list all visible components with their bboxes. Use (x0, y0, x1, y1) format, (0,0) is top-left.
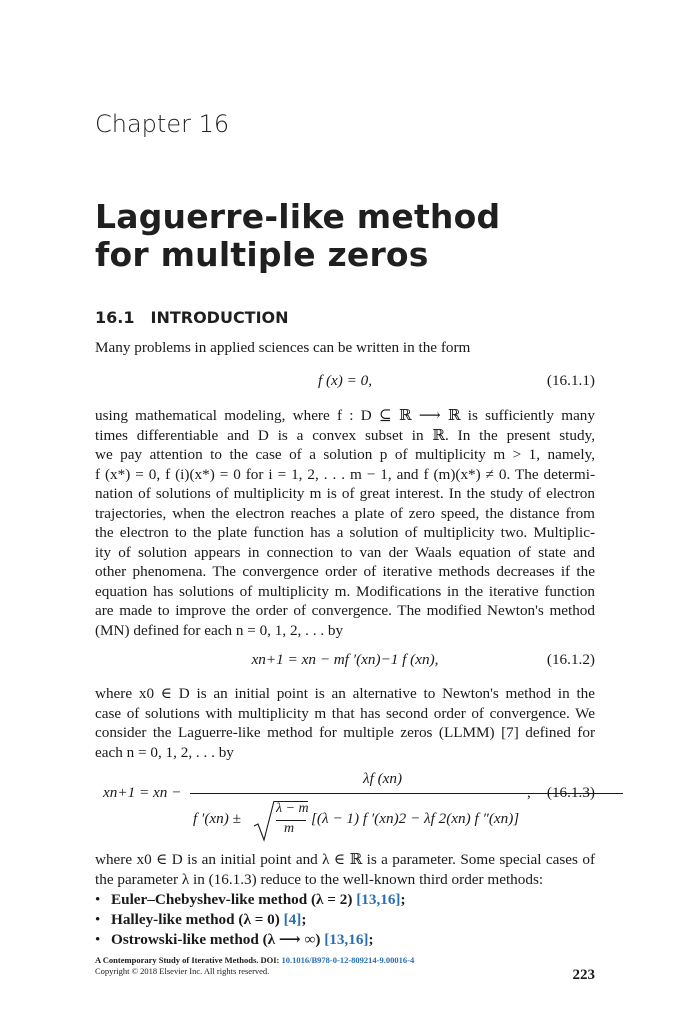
text-line: trajectories, when the electron reaches a plate of zero speed, the distance from (95, 504, 595, 522)
paragraph-4 (95, 850, 595, 889)
footer-doi-label: DOI: (260, 955, 280, 965)
text-line: (MN) defined for each n = 0, 1, 2, . . . by (95, 621, 344, 639)
sqrt-numerator: λ − m (276, 801, 309, 816)
text-line: times differentiable and D is a convex subset in ℝ. In the present study, (95, 426, 595, 444)
text-line: where x0 ∈ D is an initial point and λ ∈ ℝ is a parameter. Some special cases of (95, 851, 595, 868)
text-line: are made to improve the order of convergence. The modified Newton's method (95, 602, 595, 619)
footer-book-line (95, 955, 414, 966)
section-number: 16.1 (95, 308, 135, 327)
paragraph-3 (95, 684, 595, 762)
equation-16-1-1 (95, 372, 595, 392)
equation-denominator-left: f ′(xn) ± (193, 810, 241, 827)
title-line-2: for multiple zeros (95, 235, 429, 274)
text-line: other phenomena. The convergence order of iterative methods decreases if the (95, 563, 595, 580)
footer-doi-link[interactable]: 10.1016/B978-0-12-809214-9.00016-4 (281, 955, 415, 965)
chapter-title (95, 198, 500, 274)
method-name: Halley-like method (111, 911, 235, 928)
footer-book-title: A Contemporary Study of Iterative Methods. (95, 955, 259, 965)
text-line: consider the Laguerre-like method for multiple zeros (LLMM) [7] defined for (95, 724, 595, 741)
chapter-label: Chapter 16 (95, 110, 230, 138)
method-citation[interactable]: [13,16] (324, 931, 369, 948)
text-line: f (x*) = 0, f (i)(x*) = 0 for i = 1, 2, . . . m − 1, and f (m)(x*) ≠ 0. The determi- (95, 465, 595, 483)
text-line: using mathematical modeling, where f : D ⊆ ℝ ⟶ ℝ is sufficiently many (95, 407, 595, 424)
sqrt-denominator: m (284, 821, 295, 836)
method-citation[interactable]: [13,16] (356, 891, 401, 908)
equation-16-1-2 (95, 651, 595, 671)
equation-numerator: λf (xn) (363, 770, 403, 787)
text-line: case of solutions with multiplicity m that has second order of convergence. We (95, 704, 595, 722)
method-item (95, 890, 595, 910)
paragraph-2 (95, 406, 595, 640)
method-name: Ostrowski-like method (111, 931, 259, 948)
equation-16-1-3 (95, 770, 595, 844)
text-line: the parameter λ in (16.1.3) reduce to the well-known third order methods: (95, 870, 544, 888)
method-item (95, 930, 595, 950)
text-line: where x0 ∈ D is an initial point is an alternative to Newton's method in the (95, 685, 595, 702)
equation-label: (16.1.1) (546, 372, 595, 389)
equation-comma: , (527, 784, 531, 801)
intro-paragraph: Many problems in applied sciences can be written in the form (95, 339, 471, 356)
equation-label: (16.1.3) (546, 784, 595, 801)
equation-body: f (x) = 0, (317, 372, 373, 389)
method-end: ; (368, 931, 374, 948)
equation-lhs: xn+1 = xn − (103, 784, 182, 801)
title-line-1: Laguerre-like method (95, 197, 501, 236)
method-item (95, 910, 595, 930)
equation-bracket: [(λ − 1) f ′(xn)2 − λf 2(xn) f ″(xn)] (311, 810, 520, 827)
text-line: ity of solution appears in connection to van der Waals equation of state and (95, 543, 595, 561)
text-line: nation of solutions of multiplicity m is of great interest. In the study of electron (95, 485, 595, 502)
method-end: ; (301, 911, 307, 928)
section-title: INTRODUCTION (150, 308, 289, 327)
section-heading (95, 308, 289, 327)
text-line: each n = 0, 1, 2, . . . by (95, 743, 234, 761)
method-end: ; (400, 891, 406, 908)
method-citation[interactable]: [4] (283, 911, 302, 928)
equation-label: (16.1.2) (546, 651, 595, 668)
text-line: equation has solutions of multiplicity m. Modifications in the iterative function (95, 582, 595, 600)
method-param: (λ ⟶ ∞) (258, 931, 325, 948)
text-line: the electron to the plate function has a solution of multiplicity two. Multiplic- (95, 524, 595, 541)
page-number: 223 (572, 967, 595, 983)
method-name: Euler–Chebyshev-like method (111, 891, 308, 908)
method-param: (λ = 2) (307, 891, 357, 908)
equation-body: xn+1 = xn − mf ′(xn)−1 f (xn), (251, 651, 439, 668)
text-line: we pay attention to the case of a solution p of multiplicity m > 1, namely, (95, 446, 595, 463)
methods-list (95, 890, 595, 950)
sqrt-icon (253, 800, 275, 842)
page-footer (95, 955, 414, 977)
method-param: (λ = 0) (234, 911, 284, 928)
footer-copyright: Copyright © 2018 Elsevier Inc. All rights reserved. (95, 966, 270, 976)
